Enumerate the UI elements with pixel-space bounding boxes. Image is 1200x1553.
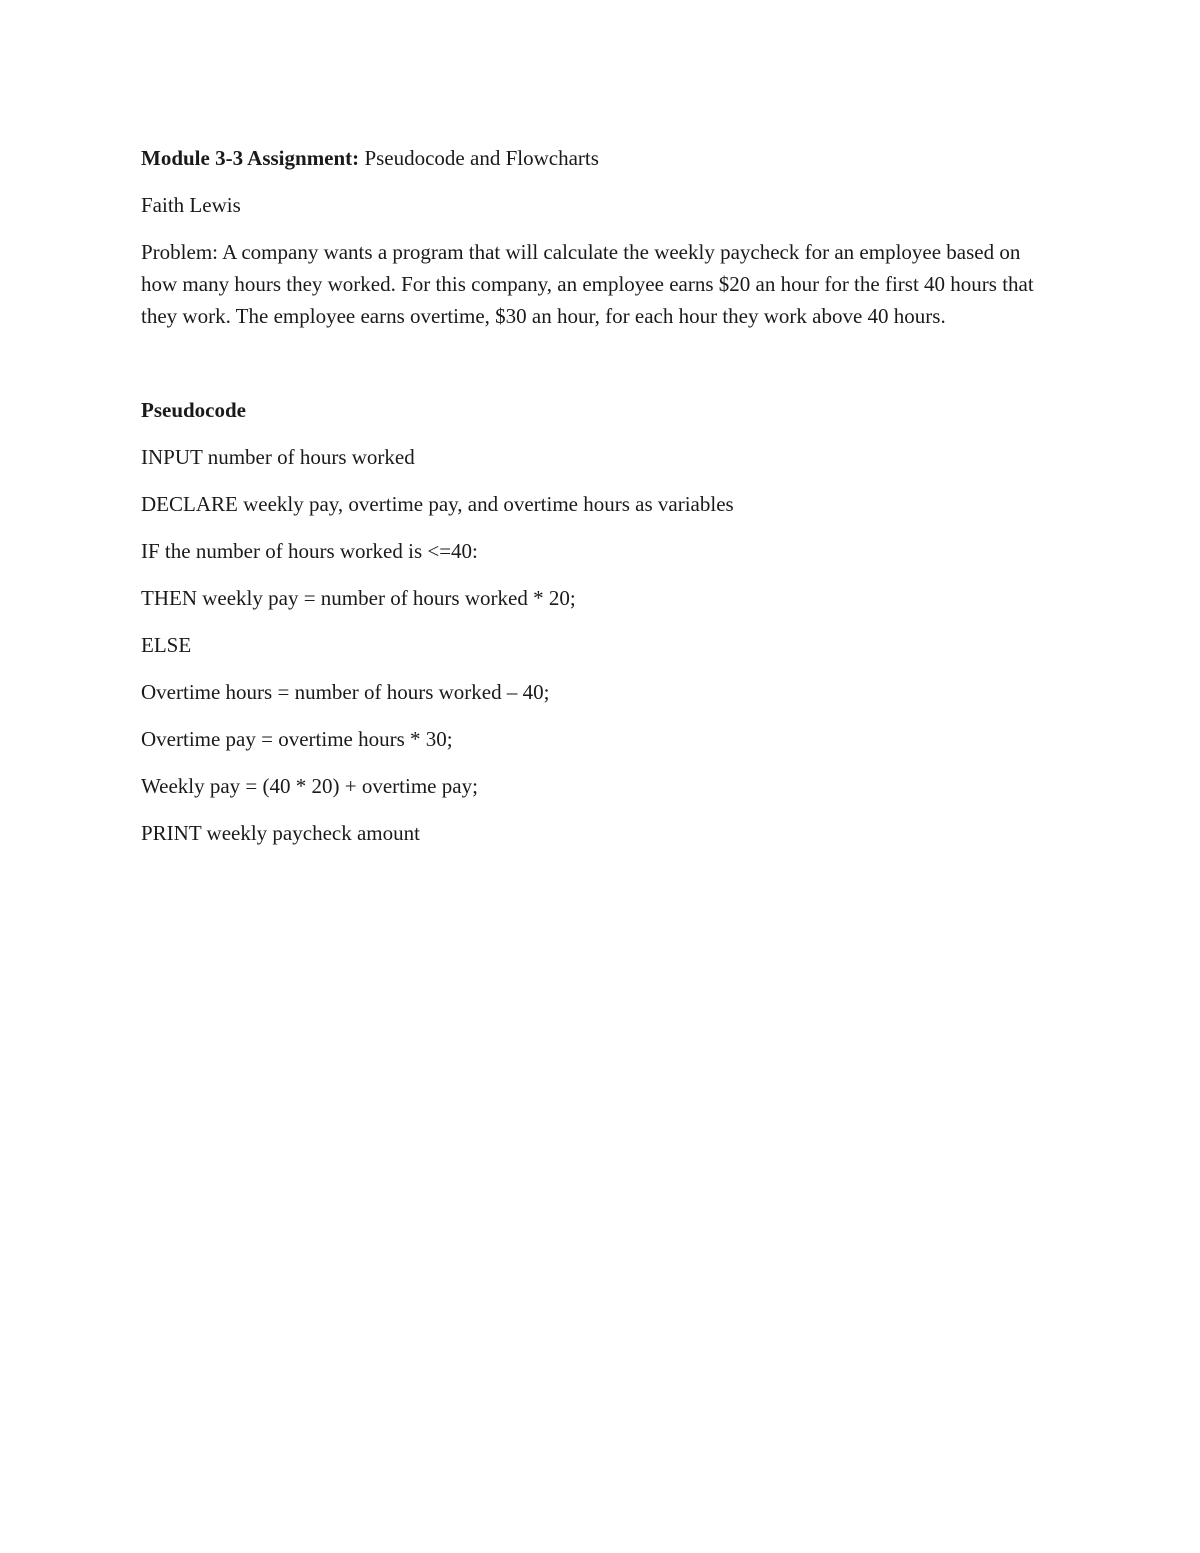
pseudocode-line: Overtime pay = overtime hours * 30;: [141, 727, 453, 751]
assignment-title-rest: Pseudocode and Flowcharts: [359, 146, 599, 170]
pseudocode-line: THEN weekly pay = number of hours worked * 20;: [141, 586, 576, 610]
problem-statement: Problem: A company wants a program that will calculate the weekly paycheck for an employee based on how many hours they worked. For this company, an employee earns $20 an hour for the first 40 hours that they work. The employee earns overtime, $30 an hour, for each hour they work above 40 hours.: [141, 240, 1034, 328]
pseudocode-line: INPUT number of hours worked: [141, 445, 415, 469]
pseudocode-line: ELSE: [141, 633, 192, 657]
pseudocode-line: DECLARE weekly pay, overtime pay, and overtime hours as variables: [141, 492, 734, 516]
pseudocode-line: PRINT weekly paycheck amount: [141, 821, 420, 845]
assignment-title-bold: Module 3-3 Assignment:: [141, 146, 360, 170]
pseudocode-heading: Pseudocode: [141, 398, 246, 422]
pseudocode-line: IF the number of hours worked is <=40:: [141, 539, 478, 563]
spacer: [141, 347, 1061, 394]
author-name: Faith Lewis: [141, 193, 241, 217]
pseudocode-line: Overtime hours = number of hours worked – 40;: [141, 680, 550, 704]
pseudocode-line: Weekly pay = (40 * 20) + overtime pay;: [141, 774, 478, 798]
document-body: [141, 142, 1061, 864]
assignment-title: [141, 142, 1061, 174]
